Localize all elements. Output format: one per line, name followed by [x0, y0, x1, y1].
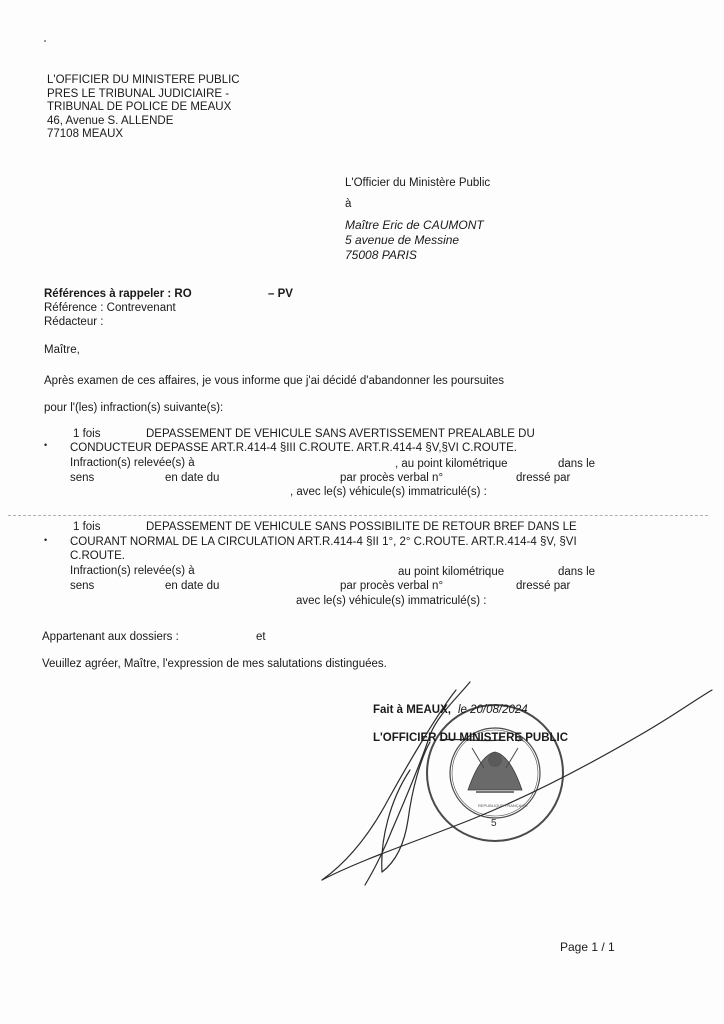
infraction-releve: Infraction(s) relevée(s) à: [70, 457, 195, 469]
infraction-pv: par procès verbal n°: [340, 472, 444, 484]
recipient-name: Maître Eric de CAUMONT: [345, 218, 484, 232]
infraction-sens: sens: [70, 580, 95, 592]
recipient-city: 75008 PARIS: [345, 248, 417, 262]
sender-line: 77108 MEAUX: [47, 128, 124, 140]
infraction-dresse: dressé par: [516, 580, 571, 592]
infraction-releve: Infraction(s) relevée(s) à: [70, 565, 195, 577]
infraction-title: DEPASSEMENT DE VEHICULE SANS POSSIBILITE DE RETOUR BREF DANS LE: [146, 521, 577, 533]
infraction-vehicle: , avec le(s) véhicule(s) immatriculé(s) :: [290, 486, 487, 498]
infraction-sens: sens: [70, 472, 95, 484]
salutation: Maître,: [44, 344, 80, 356]
sender-line: 46, Avenue S. ALLENDE: [47, 114, 174, 127]
infraction-date: en date du: [165, 580, 220, 592]
infraction-count: 1 fois: [73, 428, 101, 440]
infraction-km: au point kilométrique: [398, 566, 505, 578]
dossiers-label: Appartenant aux dossiers :: [42, 631, 179, 643]
infraction-date: en date du: [165, 472, 220, 484]
recipient-street: 5 avenue de Messine: [345, 233, 460, 247]
signature-date: le 20/08/2024: [458, 704, 528, 716]
infractions-label: pour l'(les) infraction(s) suivante(s):: [44, 402, 224, 414]
sender-line: L'OFFICIER DU MINISTERE PUBLIC: [47, 74, 240, 86]
infraction-sens-suffix: dans le: [558, 566, 596, 578]
writer-line: Rédacteur :: [44, 316, 104, 328]
signature-place: Fait à MEAUX,: [373, 704, 451, 716]
references-recall: Références à rappeler : RO: [44, 288, 192, 300]
closing-line: Veuillez agréer, Maître, l'expression de mes salutations distinguées.: [42, 658, 387, 670]
infraction-pv: par procès verbal n°: [340, 580, 444, 592]
infraction-title: DEPASSEMENT DE VEHICULE SANS AVERTISSEMENT PREALABLE DU: [146, 428, 535, 440]
infraction-title: CONDUCTEUR DEPASSE ART.R.414-4 §III C.ROUTE. ART.R.414-4 §V,§VI C.ROUTE.: [70, 442, 517, 454]
references-recall-suffix: – PV: [268, 288, 293, 300]
stamp-small-text: REPUBLIQUE FRANÇAISE: [478, 803, 528, 808]
infraction-sens-suffix: dans le: [558, 458, 596, 470]
intro-paragraph: Après examen de ces affaires, je vous informe que j'ai décidé d'abandonner les poursuites: [44, 375, 504, 387]
bullet: •: [44, 440, 48, 450]
infraction-vehicle: avec le(s) véhicule(s) immatriculé(s) :: [296, 595, 487, 607]
sender-line: TRIBUNAL DE POLICE DE MEAUX: [47, 101, 232, 113]
infraction-title: COURANT NORMAL DE LA CIRCULATION ART.R.414-4 §II 1°, 2° C.ROUTE. ART.R.414-4 §V, §VI: [70, 536, 577, 548]
reference-line: Référence : Contrevenant: [44, 302, 176, 314]
bullet: •: [44, 535, 48, 545]
infraction-dresse: dressé par: [516, 472, 571, 484]
dossiers-conj: et: [256, 631, 266, 643]
signature-title: L'OFFICIER DU MINISTERE PUBLIC: [373, 732, 569, 744]
infraction-count: 1 fois: [73, 521, 101, 533]
infraction-title: C.ROUTE.: [70, 550, 125, 562]
recipient-to: à: [345, 198, 352, 210]
recipient-from: L'Officier du Ministère Public: [345, 177, 491, 189]
page-number: Page 1 / 1: [560, 940, 615, 954]
infraction-km: , au point kilométrique: [395, 458, 508, 470]
sender-line: PRES LE TRIBUNAL JUDICIAIRE -: [47, 87, 230, 100]
stamp-number: 5: [491, 818, 497, 829]
